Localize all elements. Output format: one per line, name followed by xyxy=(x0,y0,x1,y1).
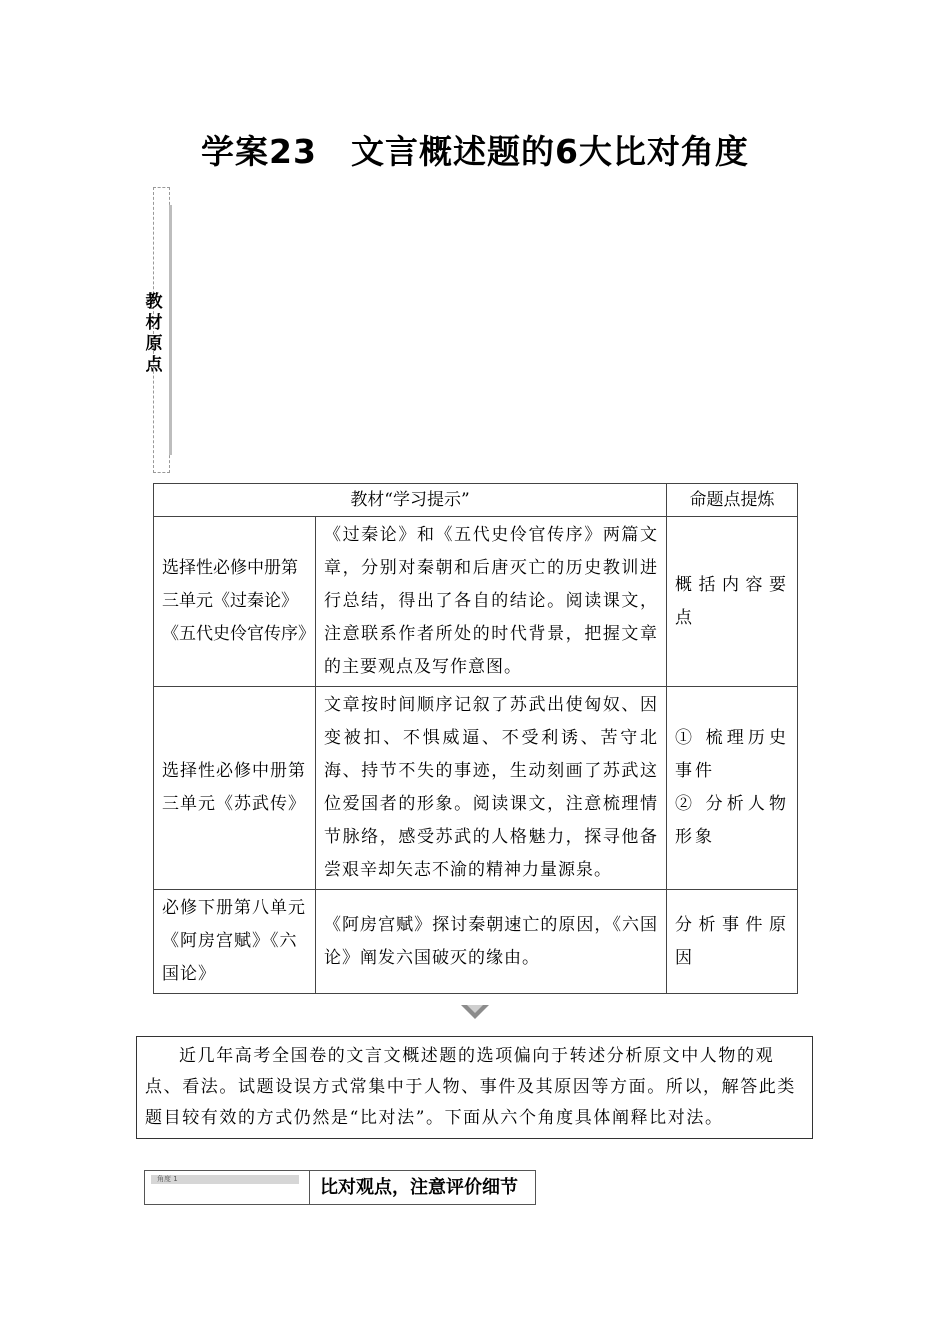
table-row xyxy=(154,517,798,687)
angle-tag: 角度 1 xyxy=(151,1175,299,1184)
tip-cell: 《过秦论》和《五代史伶官传序》两篇文章，分别对秦朝和后唐灭亡的历史教训进行总结，得出了各自的结论。阅读课文，注意联系作者所处的时代背景，把握文章的主要观点及写作意图。 xyxy=(316,517,667,687)
down-arrow-inner-icon xyxy=(467,1005,483,1013)
textbook-table xyxy=(153,483,798,994)
point-cell xyxy=(667,687,798,890)
section-label-char: 材 xyxy=(145,313,163,333)
point-item: ① 梳理历史事件 xyxy=(675,728,790,781)
header-exam-points: 命题点提炼 xyxy=(667,484,798,517)
table-header-row xyxy=(154,484,798,517)
section-label xyxy=(143,292,165,376)
point-cell: 概括内容要点 xyxy=(667,517,798,687)
angle-title: 比对观点，注意评价细节 xyxy=(320,1177,518,1198)
section-label-char: 教 xyxy=(145,292,163,312)
intro-paragraph: 近几年高考全国卷的文言文概述题的选项偏向于转述分析原文中人物的观点、看法。试题设误方式常集中于人物、事件及其原因等方面。所以，解答此类题目较有效的方式仍然是“比对法”。下面从六个角度具体阐释比对法。 xyxy=(136,1036,813,1139)
page-title: 学案23 文言概述题的6大比对角度 xyxy=(201,132,749,171)
point-cell: 分析事件原因 xyxy=(667,890,798,994)
section-label-char: 原 xyxy=(145,334,163,354)
angle-heading xyxy=(144,1170,536,1205)
tip-cell: 《阿房宫赋》探讨秦朝速亡的原因，《六国论》阐发六国破灭的缘由。 xyxy=(316,890,667,994)
textbook-cell: 选择性必修中册第三单元《过秦论》《五代史伶官传序》 xyxy=(154,517,316,687)
angle-tag-cell xyxy=(145,1171,310,1204)
textbook-cell: 必修下册第八单元《阿房宫赋》《六国论》 xyxy=(154,890,316,994)
section-marker-bar xyxy=(169,205,172,455)
header-textbook-tips: 教材“学习提示” xyxy=(154,484,667,517)
tip-cell: 文章按时间顺序记叙了苏武出使匈奴、因变被扣、不惧威逼、不受利诱、苦守北海、持节不失的事迹，生动刻画了苏武这位爱国者的形象。阅读课文，注意梳理情节脉络，感受苏武的人格魅力，探寻他备尝艰辛却矢志不渝的精神力量源泉。 xyxy=(316,687,667,890)
section-label-char: 点 xyxy=(145,355,163,375)
table-row xyxy=(154,890,798,994)
table-row xyxy=(154,687,798,890)
textbook-cell: 选择性必修中册第三单元《苏武传》 xyxy=(154,687,316,890)
point-item: ② 分析人物形象 xyxy=(675,794,790,847)
